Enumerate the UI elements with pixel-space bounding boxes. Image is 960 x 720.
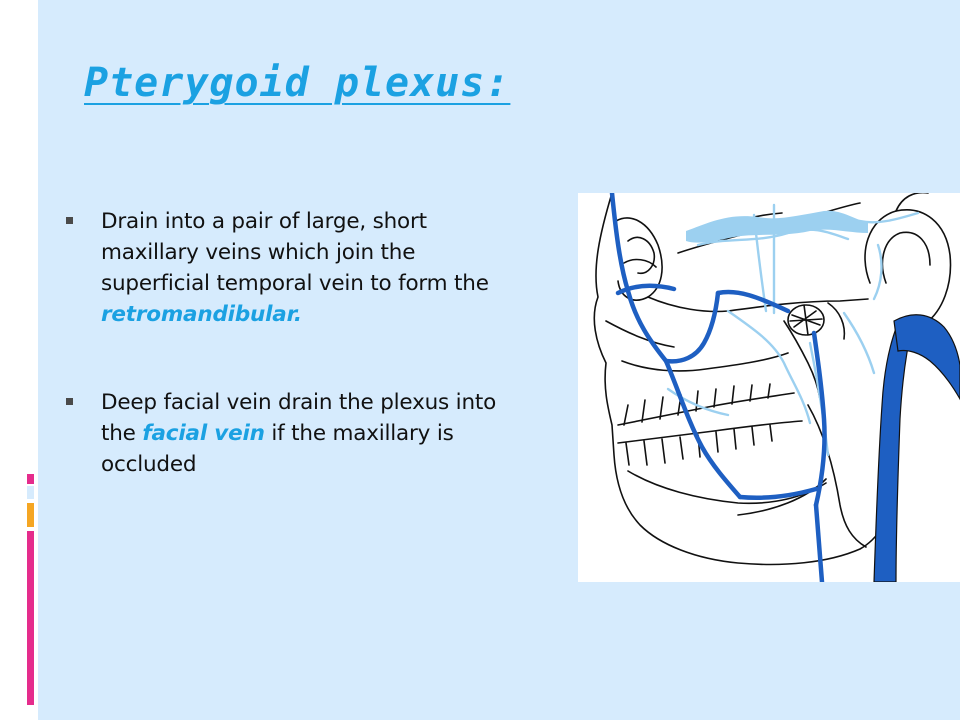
bullet-item xyxy=(66,387,512,480)
bullet-list xyxy=(66,206,512,480)
bullet-text: Deep facial vein drain the plexus into the xyxy=(101,390,497,446)
bullet-text: Drain into a pair of large, short maxillary veins which join the superficial temporal vein to form the xyxy=(101,209,489,296)
bullet-emphasis: facial vein xyxy=(142,421,265,446)
internal-jugular-vein xyxy=(874,323,912,582)
square-bullet-icon xyxy=(66,217,73,224)
accent-bar-pink-long xyxy=(27,531,34,705)
slide-title: Pterygoid plexus: xyxy=(84,60,511,106)
bullet-text-after: if the maxillary is occluded xyxy=(101,421,454,477)
square-bullet-icon xyxy=(66,398,73,405)
accent-bar-light xyxy=(27,486,34,499)
dark-veins xyxy=(612,193,825,582)
temporal-plexus xyxy=(686,211,868,243)
bullet-emphasis: retromandibular. xyxy=(101,302,302,327)
bullet-item xyxy=(66,206,512,330)
skull-veins-drawing xyxy=(578,193,960,582)
accent-bar-pink-top xyxy=(27,474,34,484)
anatomy-illustration xyxy=(578,193,960,582)
accent-bar-orange xyxy=(27,503,34,527)
